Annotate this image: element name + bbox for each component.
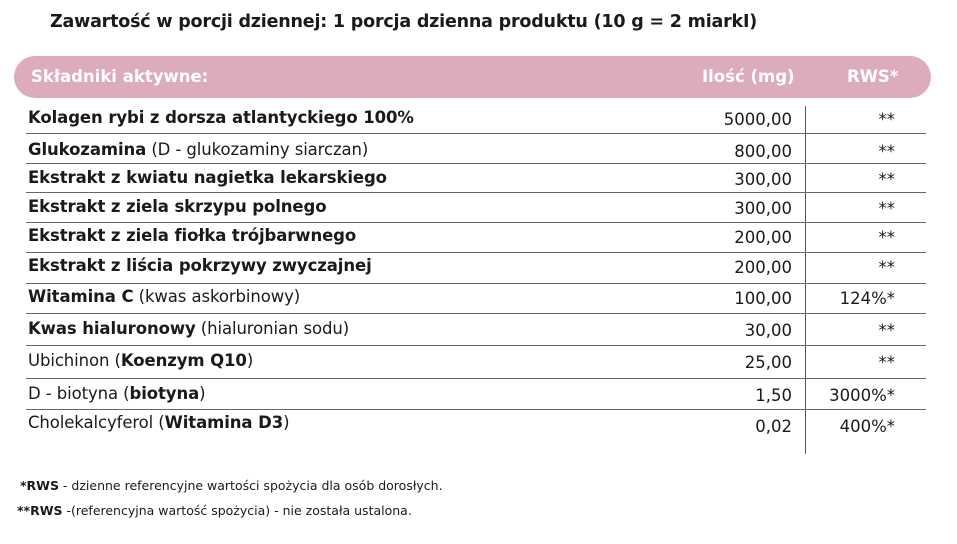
ingredient-rws: **	[878, 321, 895, 340]
separator-line	[26, 163, 926, 164]
separator-line	[26, 133, 926, 134]
ingredient-name-suffix: )	[246, 351, 254, 370]
ingredient-name-suffix: (hialuronian sodu)	[195, 319, 350, 338]
ingredient-name-prefix: Ubichinon (	[28, 351, 121, 370]
separator-line	[26, 252, 926, 253]
ingredient-name-suffix: )	[199, 384, 206, 403]
footnote-rws-2	[17, 503, 412, 518]
ingredient-rws: **	[878, 228, 895, 247]
ingredient-name-suffix: (kwas askorbinowy)	[133, 287, 301, 306]
ingredient-name-bold: Glukozamina	[28, 140, 147, 159]
header-ingredients: Składniki aktywne:	[31, 67, 209, 86]
ingredient-quantity: 200,00	[734, 228, 792, 247]
ingredient-name	[28, 287, 300, 306]
ingredient-name	[28, 256, 372, 275]
ingredient-name	[28, 413, 289, 432]
ingredient-quantity: 25,00	[744, 353, 792, 372]
ingredient-quantity: 100,00	[734, 289, 792, 308]
header-rws: RWS*	[847, 67, 899, 86]
ingredient-rws: **	[878, 199, 895, 218]
page-title: Zawartość w porcji dziennej: 1 porcja dzienna produktu (10 g = 2 miarkI)	[50, 12, 758, 32]
ingredient-rws: **	[878, 353, 895, 372]
ingredient-quantity: 5000,00	[723, 110, 792, 129]
ingredient-name	[28, 168, 387, 187]
ingredient-name-prefix: D - biotyna (	[28, 384, 130, 403]
separator-line	[26, 345, 926, 346]
ingredient-rws: **	[878, 258, 895, 277]
ingredient-quantity: 1,50	[755, 386, 792, 405]
ingredient-rws: 3000%*	[829, 386, 895, 405]
ingredient-name	[28, 384, 205, 403]
header-quantity: Ilość (mg)	[702, 67, 795, 86]
ingredient-quantity: 30,00	[744, 321, 792, 340]
ingredient-name-suffix: (D - glukozaminy siarczan)	[146, 140, 369, 159]
ingredient-name-suffix: )	[283, 413, 290, 432]
ingredient-quantity: 200,00	[734, 258, 792, 277]
separator-line	[26, 313, 926, 314]
footnote-text: - dzienne referencyjne wartości spożycia dla osób dorosłych.	[58, 478, 443, 493]
ingredient-name	[28, 319, 349, 338]
ingredient-quantity: 800,00	[734, 142, 792, 161]
ingredient-name-prefix: Cholekalcyferol (	[28, 413, 165, 432]
ingredient-name	[28, 351, 253, 370]
ingredient-rws: **	[878, 110, 895, 129]
ingredient-name	[28, 140, 368, 159]
table-header	[14, 56, 931, 98]
separator-line	[26, 222, 926, 223]
ingredient-name	[28, 226, 356, 245]
ingredient-quantity: 300,00	[734, 170, 792, 189]
ingredient-name	[28, 197, 326, 216]
ingredient-rws: **	[878, 142, 895, 161]
ingredient-name-bold: Kwas hialuronowy	[28, 319, 196, 338]
ingredient-rws: 124%*	[839, 289, 895, 308]
ingredient-name-bold: Ekstrakt z liścia pokrzywy zwyczajnej	[28, 256, 372, 275]
ingredient-name-bold: Ekstrakt z ziela skrzypu polnego	[28, 197, 327, 216]
separator-line	[26, 378, 926, 379]
ingredient-name-bold: Koenzym Q10	[120, 351, 247, 370]
ingredient-rws: 400%*	[839, 417, 895, 436]
ingredient-name-bold: Witamina D3	[164, 413, 284, 432]
ingredient-quantity: 300,00	[734, 199, 792, 218]
ingredient-name	[28, 108, 414, 127]
separator-line	[26, 409, 926, 410]
ingredient-name-bold: Kolagen rybi z dorsza atlantyckiego 100%	[28, 108, 414, 127]
footnote-mark: *RWS	[20, 478, 59, 493]
footnote-mark: **RWS	[17, 503, 63, 518]
ingredient-rws: **	[878, 170, 895, 189]
separator-line	[26, 192, 926, 193]
ingredient-name-bold: Witamina C	[28, 287, 134, 306]
ingredient-name-bold: biotyna	[129, 384, 200, 403]
footnote-text: -(referencyjna wartość spożycia) - nie została ustalona.	[62, 503, 412, 518]
separator-line	[26, 283, 926, 284]
column-divider	[805, 106, 806, 454]
ingredient-name-bold: Ekstrakt z kwiatu nagietka lekarskiego	[28, 168, 387, 187]
ingredient-name-bold: Ekstrakt z ziela fiołka trójbarwnego	[28, 226, 357, 245]
footnote-rws	[20, 478, 443, 493]
ingredient-quantity: 0,02	[755, 417, 792, 436]
